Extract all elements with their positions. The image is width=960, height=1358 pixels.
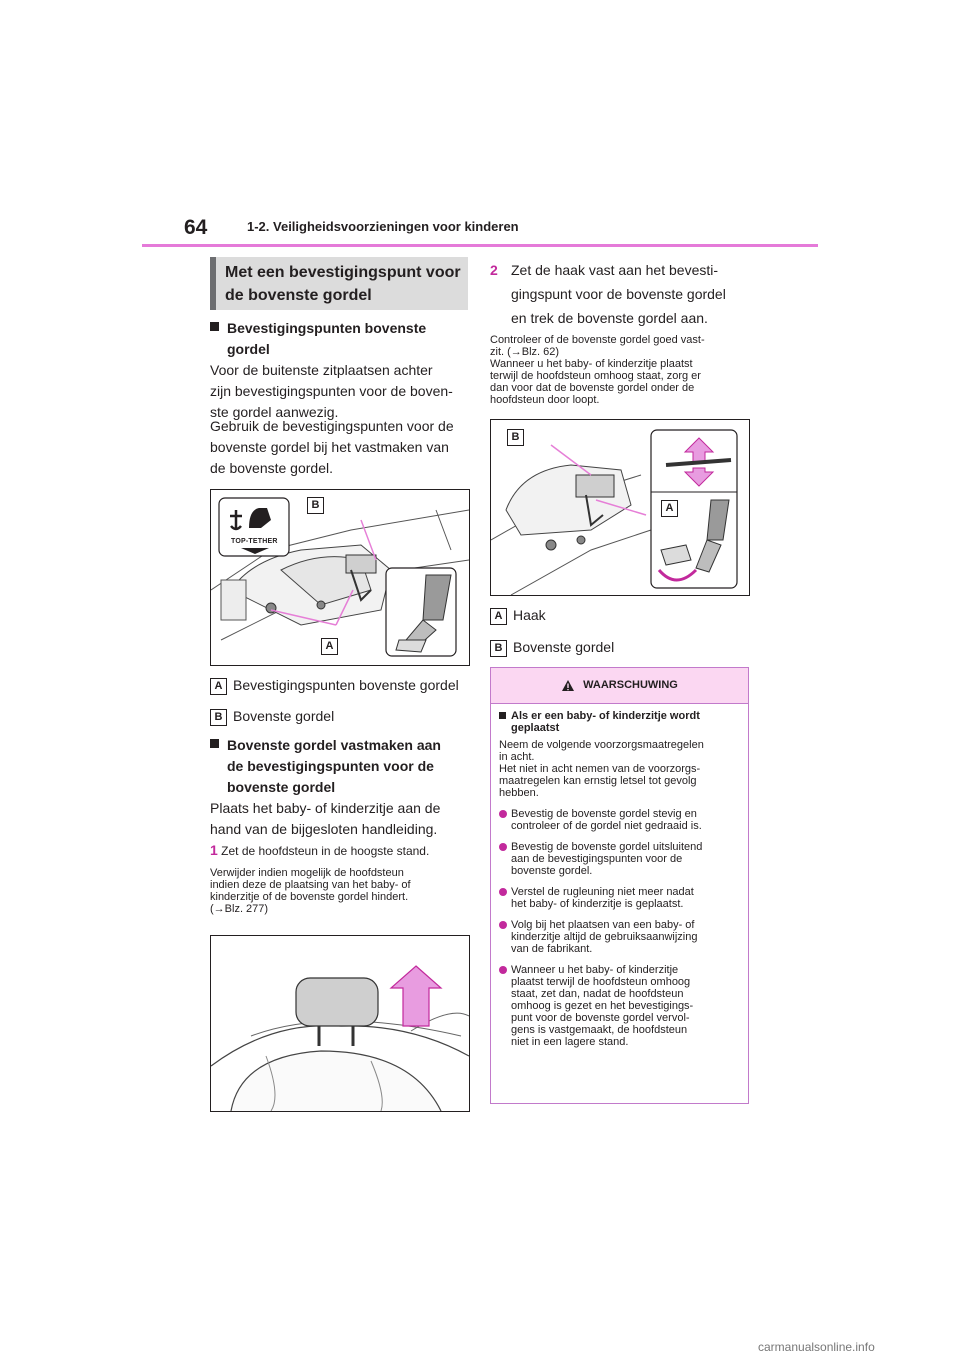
legend-item-a [490, 606, 546, 625]
legend-letter: A [210, 678, 227, 695]
text-line: controleer of de gordel niet gedraaid is. [511, 820, 702, 832]
legend-item-b [490, 638, 614, 657]
text-line: Als er een baby- of kinderzitje wordt [511, 710, 700, 722]
text-line: ste gordel aanwezig. [210, 404, 339, 420]
subheading-line: Bovenste gordel vastmaken aan [227, 737, 441, 753]
step-number: 2 [490, 262, 498, 278]
text-line: Voor de buitenste zitplaatsen achter [210, 362, 433, 378]
text-line: plaatst terwijl de hoofdsteun omhoog [511, 976, 691, 988]
callout-b: B [507, 429, 524, 446]
text-line: en trek de bovenste gordel aan. [511, 310, 708, 326]
text-line: maatregelen kan ernstig letsel tot gevolg [499, 775, 697, 787]
text-line: Bevestig de bovenste gordel stevig en [511, 808, 697, 820]
text-line: indien deze de plaatsing van het baby- of [210, 879, 411, 891]
text-line: (→Blz. 277) [210, 903, 269, 915]
figure-hook-attach [490, 419, 750, 596]
text-line: in acht. [499, 751, 535, 763]
warning-header [491, 668, 748, 704]
step-1 [210, 842, 475, 859]
text-line: geplaatst [511, 722, 560, 734]
callout-a: A [661, 500, 678, 517]
text-line: gens is vastgemaakt, de hoofdsteun [511, 1024, 688, 1036]
legend-letter: B [490, 640, 507, 657]
text-line: kinderzitje altijd de gebruiksaanwijzing [511, 931, 698, 943]
text-line: gingspunt voor de bovenste gordel [511, 286, 726, 302]
figure-anchor-points [210, 489, 470, 666]
top-tether-label: TOP-TETHER [231, 538, 278, 545]
bullet-dot-icon [499, 966, 507, 974]
warning-triangle-icon [561, 679, 575, 692]
chapter-title: 1-2. Veiligheidsvoorzieningen voor kinderen [247, 219, 519, 234]
text-line: Wanneer u het baby- of kinderzitje plaatst [490, 358, 693, 370]
warning-item [499, 808, 740, 832]
text-line: Plaats het baby- of kinderzitje aan de [210, 800, 441, 816]
text-line: kinderzitje of de bovenste gordel hindert. [210, 891, 409, 903]
page-number: 64 [184, 216, 208, 239]
footer-watermark[interactable]: carmanualsonline.info [758, 1340, 875, 1354]
text-line: terwijl de hoofdsteun omhoog staat, zorg er [490, 370, 701, 382]
anchor-points-illustration [211, 490, 469, 665]
text-line: niet in een lagere stand. [511, 1036, 629, 1048]
headrest-illustration [211, 936, 469, 1111]
bullet-dot-icon [499, 810, 507, 818]
figure-headrest [210, 935, 470, 1112]
text-line: bovenste gordel. [511, 865, 593, 877]
warning-body [491, 704, 748, 1048]
subheading-line: Bevestigingspunten bovenste [227, 320, 427, 336]
section-title-line: Met een bevestigingspunt voor [225, 264, 461, 281]
text-line: Volg bij het plaatsen van een baby- of [511, 919, 695, 931]
warning-item [499, 841, 740, 877]
callout-b: B [307, 497, 324, 514]
text-line: punt voor de bovenste gordel vervol- [511, 1012, 690, 1024]
warning-item [499, 919, 740, 955]
text-line: Controleer of de bovenste gordel goed vast- [490, 334, 705, 346]
text-line: zit. (→Blz. 62) [490, 346, 560, 358]
subheading-anchor-points [210, 318, 487, 360]
warning-item [499, 964, 740, 1048]
text-line: Het niet in acht nemen van de voorzorgs- [499, 763, 701, 775]
legend-text: Bovenste gordel [233, 708, 335, 724]
header-rule [142, 244, 818, 247]
subheading-line: gordel [227, 341, 270, 357]
note-check-tether [490, 334, 755, 406]
callout-a: A [321, 638, 338, 655]
legend-letter: A [490, 608, 507, 625]
legend-item-a [210, 676, 459, 695]
warning-subheading [499, 710, 740, 734]
legend-text: Haak [513, 607, 546, 623]
text-line: hoofdsteun door loopt. [490, 394, 600, 406]
paragraph-anchor-locations [210, 360, 475, 423]
text-line: hebben. [499, 787, 539, 799]
text-line: Verwijder indien mogelijk de hoofdsteun [210, 867, 404, 879]
text-line: Bevestig de bovenste gordel uitsluitend [511, 841, 703, 853]
hook-attach-illustration [491, 420, 749, 595]
text-line: Verstel de rugleuning niet meer nadat [511, 886, 694, 898]
text-line: hand van de bijgesloten handleiding. [210, 821, 438, 837]
text-line: bovenste gordel bij het vastmaken van [210, 439, 449, 455]
text-line: Wanneer u het baby- of kinderzitje [511, 964, 679, 976]
bullet-square-icon [499, 712, 506, 719]
section-title-line: de bovenste gordel [225, 287, 372, 304]
bullet-dot-icon [499, 843, 507, 851]
legend-text: Bevestigingspunten bovenste gordel [233, 677, 459, 693]
legend-letter: B [210, 709, 227, 726]
text-line: zijn bevestigingspunten voor de boven- [210, 383, 453, 399]
step-number: 1 [210, 842, 218, 858]
bullet-square-icon [210, 322, 219, 331]
bullet-dot-icon [499, 888, 507, 896]
text-line: staat, zet dan, nadat de hoofdsteun [511, 988, 684, 1000]
text-line: omhoog is gezet en het bevestigings- [511, 1000, 694, 1012]
text-line: Gebruik de bevestigingspunten voor de [210, 418, 454, 434]
text-line: van de fabrikant. [511, 943, 593, 955]
bullet-square-icon [210, 739, 219, 748]
subheading-attach-tether [210, 735, 487, 798]
paragraph-install-seat [210, 798, 475, 840]
up-arrow-icon [391, 966, 441, 1026]
text-line: Neem de volgende voorzorgsmaatregelen [499, 739, 704, 751]
warning-item [499, 886, 740, 910]
text-line: aan de bevestigingspunten voor de [511, 853, 683, 865]
paragraph-anchor-usage [210, 416, 475, 479]
warning-title: WAARSCHUWING [583, 679, 678, 691]
text-line: dan voor dat de bovenste gordel onder de [490, 382, 695, 394]
subheading-line: bovenste gordel [227, 779, 336, 795]
text-line: Zet de haak vast aan het bevesti- [511, 262, 719, 278]
step-2 [490, 258, 755, 330]
section-title [210, 257, 468, 310]
bullet-dot-icon [499, 921, 507, 929]
warning-box [490, 667, 749, 1104]
subheading-line: de bevestigingspunten voor de [227, 758, 434, 774]
warning-intro [499, 739, 740, 799]
text-line: het baby- of kinderzitje is geplaatst. [511, 898, 684, 910]
note-remove-headrest [210, 867, 475, 915]
legend-item-b [210, 707, 334, 726]
legend-text: Bovenste gordel [513, 639, 615, 655]
step-text: Zet de hoofdsteun in de hoogste stand. [221, 844, 430, 858]
text-line: de bovenste gordel. [210, 460, 333, 476]
